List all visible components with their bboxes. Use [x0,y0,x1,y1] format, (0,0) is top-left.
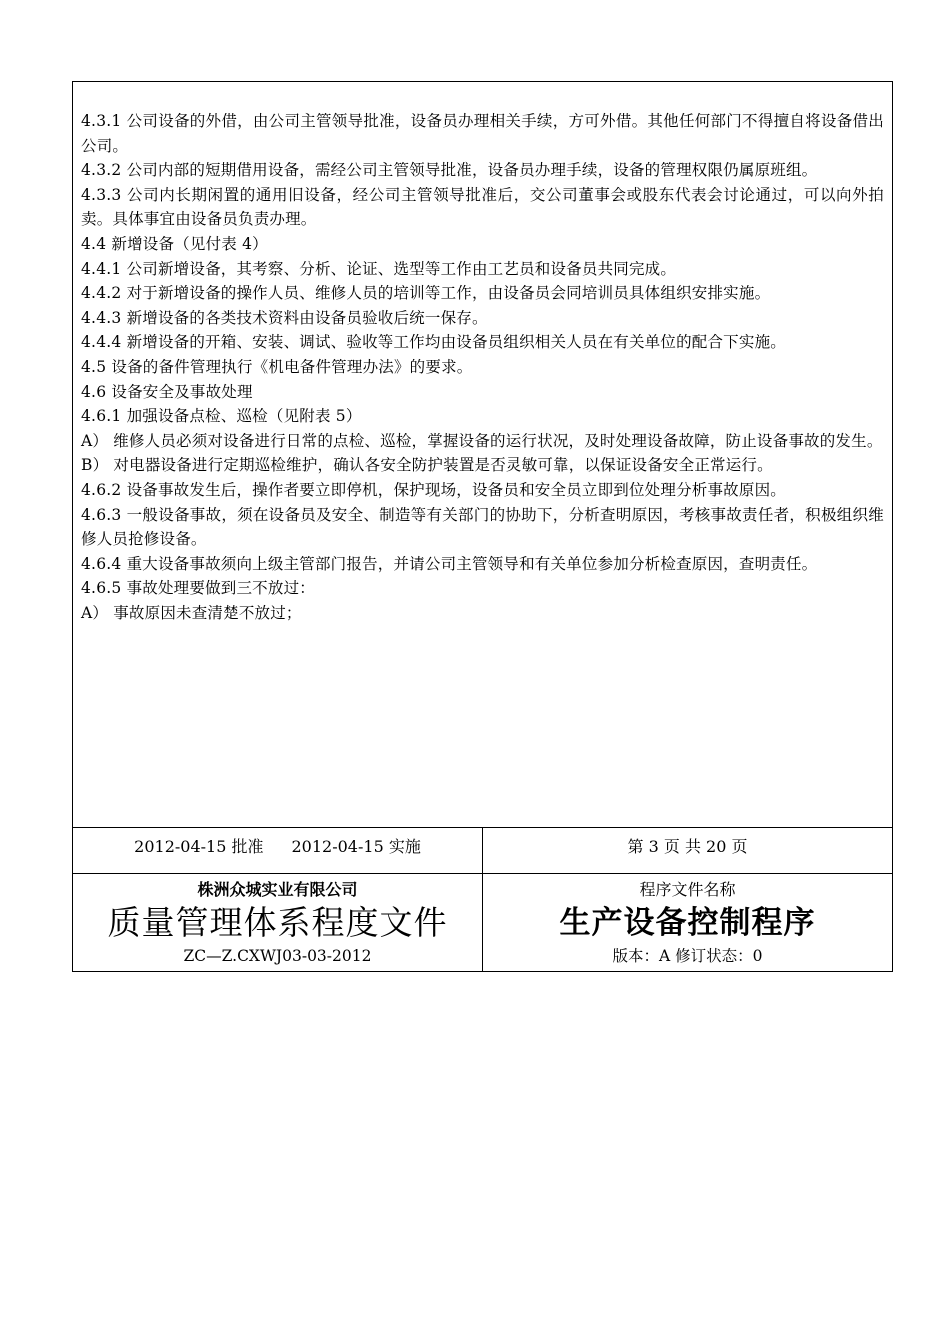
paragraph: 4.6.2 设备事故发生后，操作者要立即停机，保护现场，设备员和安全员立即到位处理分析事故原因。 [81,480,786,499]
paragraph: 4.3.1 公司设备的外借，由公司主管领导批准，设备员办理相关手续，方可外借。其他任何部门不得擅自将设备借出公司。 [81,112,884,155]
paragraph: 4.4 新增设备（见付表 4） [81,234,268,253]
document-frame [72,81,893,972]
implementation-date: 2012-04-15 实施 [291,837,421,856]
paragraph: 4.3.2 公司内部的短期借用设备，需经公司主管领导批准，设备员办理手续，设备的管理权限仍属原班组。 [81,161,818,180]
document-code: ZC—Z.CXWJ03-03-2012 [183,947,372,965]
footer-dates [73,828,483,873]
program-name: 生产设备控制程序 [559,905,816,941]
footer-dates-row [73,828,892,874]
paragraph: 4.3.3 公司内长期闲置的通用旧设备，经公司主管领导批准后，交公司董事会或股东代表会讨论通过，可以向外拍卖。具体事宜由设备员负责办理。 [81,185,884,229]
paragraph: 4.4.2 对于新增设备的操作人员、维修人员的培训等工作，由设备员会同培训员具体组织安排实施。 [81,284,771,303]
page-info: 第 3 页 共 20 页 [627,837,748,856]
version-info: 版本：A 修订状态：0 [612,947,763,965]
paragraph: 4.6.4 重大设备事故须向上级主管部门报告，并请公司主管领导和有关单位参加分析检查原因，查明责任。 [81,554,818,573]
program-cell [483,874,892,972]
document-system-cell [73,874,483,972]
paragraph: A） 维修人员必须对设备进行日常的点检、巡检，掌握设备的运行状况，及时处理设备故障，防止设备事故的发生。 [81,431,883,450]
paragraph: 4.6.5 事故处理要做到三不放过： [81,579,315,598]
paragraph: 4.4.4 新增设备的开箱、安装、调试、验收等工作均由设备员组织相关人员在有关单位的配合下实施。 [81,333,786,352]
paragraph: 4.6 设备安全及事故处理 [81,382,253,401]
paragraph: 4.4.3 新增设备的各类技术资料由设备员验收后统一保存。 [81,308,488,327]
paragraph: A） 事故原因未查清楚不放过； [81,603,302,622]
paragraph: 4.4.1 公司新增设备，其考察、分析、论证、选型等工作由工艺员和设备员共同完成。 [81,259,677,278]
footer-info-row [73,874,892,972]
paragraph: 4.6.3 一般设备事故，须在设备员及安全、制造等有关部门的协助下，分析查明原因，考核事故责任者，积极组织维修人员抢修设备。 [81,505,884,549]
document-system-title: 质量管理体系程度文件 [107,903,448,942]
paragraph: 4.5 设备的备件管理执行《机电备件管理办法》的要求。 [81,357,473,376]
paragraph: 4.6.1 加强设备点检、巡检（见附表 5） [81,407,362,426]
company-name: 株洲众城实业有限公司 [197,880,358,899]
document-body [73,82,892,828]
approval-date: 2012-04-15 批准 [134,837,264,856]
paragraph: B） 对电器设备进行定期巡检维护，确认各安全防护装置是否灵敏可靠，以保证设备安全正常运行。 [81,456,773,475]
program-label: 程序文件名称 [639,880,736,899]
